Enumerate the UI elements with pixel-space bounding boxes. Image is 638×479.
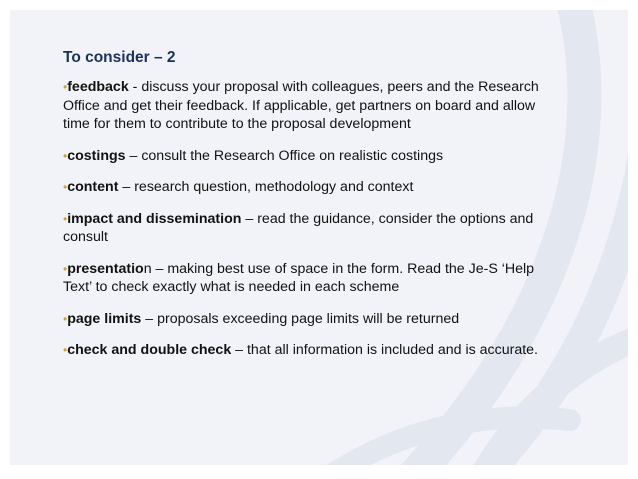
bullet-text: – making best use of space in the form. Read the Je-S ‘Help Text’ to check exactly what is needed in each scheme bbox=[63, 260, 535, 295]
bullet-dot-icon: • bbox=[63, 211, 68, 226]
slide-panel bbox=[10, 10, 628, 465]
bullet-text: – read the guidance, consider the options and consult bbox=[63, 210, 534, 245]
bullet-text: – research question, methodology and context bbox=[118, 179, 414, 195]
bullet-keyword: presentatio bbox=[67, 260, 144, 277]
bullet-keyword: costings bbox=[67, 147, 126, 164]
bullet-keyword: impact and dissemination bbox=[67, 210, 242, 227]
bullet-keyword: page limits bbox=[67, 310, 142, 327]
bullet-dot-icon: • bbox=[63, 261, 68, 276]
bullet-text: - discuss your proposal with colleagues, peers and the Research Office and get their feedback. If applicable, get partners on board and allow time for them to contribute to the proposal development bbox=[63, 79, 539, 132]
bullet-text: – consult the Research Office on realistic costings bbox=[125, 147, 444, 164]
bullet-feedback bbox=[63, 78, 563, 134]
bullet-dot-icon: • bbox=[63, 180, 68, 194]
bullet-check-and-double-check bbox=[63, 341, 563, 360]
slide-title: To consider – 2 bbox=[63, 49, 176, 66]
bullet-dot-icon: • bbox=[63, 311, 68, 326]
bullet-text: – that all information is included and is accurate. bbox=[231, 342, 538, 358]
bullet-page-limits bbox=[63, 310, 563, 329]
slide-content bbox=[63, 48, 563, 373]
bullet-keyword: check and double check bbox=[67, 342, 232, 358]
bullet-keyword: content bbox=[67, 179, 119, 195]
bullet-dot-icon: • bbox=[63, 343, 68, 357]
bullet-keyword-tail: n bbox=[143, 260, 152, 277]
bullet-presentation bbox=[63, 260, 563, 297]
bullet-dot-icon: • bbox=[63, 80, 68, 94]
bullet-impact-and-dissemination bbox=[63, 210, 563, 247]
bullet-costings bbox=[63, 147, 563, 166]
bullet-keyword: feedback bbox=[67, 79, 129, 95]
bullet-dot-icon: • bbox=[63, 148, 68, 163]
bullet-content bbox=[63, 178, 563, 197]
bullet-text: – proposals exceeding page limits will be returned bbox=[141, 310, 460, 327]
